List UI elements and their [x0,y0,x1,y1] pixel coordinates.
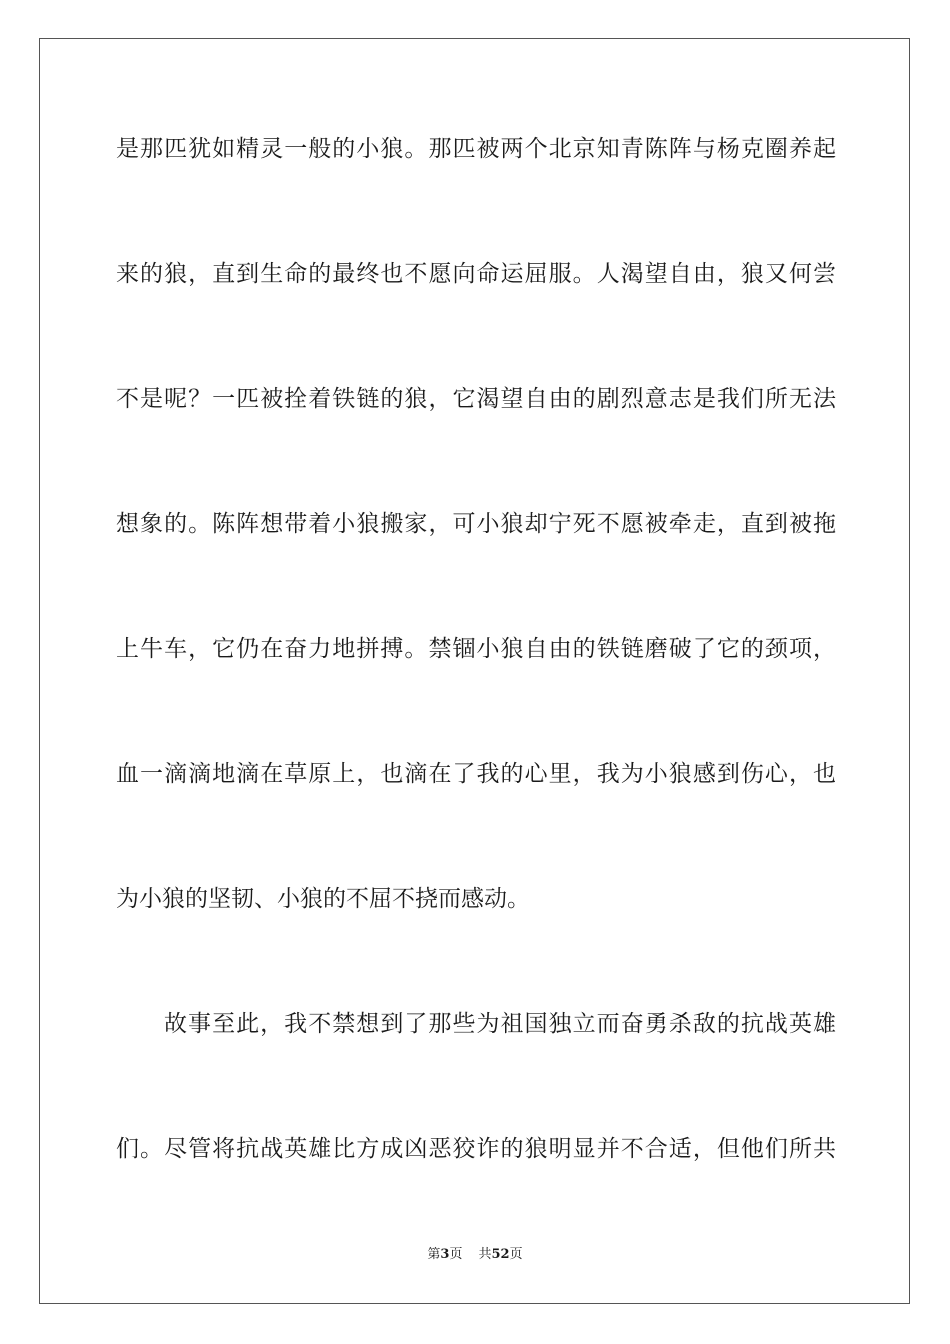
footer-page-prefix: 第 [427,1247,441,1262]
footer-total-prefix: 共 [478,1247,492,1262]
paragraph-line-3: 不是呢？一匹被拴着铁链的狼，它渴望自由的剧烈意志是我们所无法 [116,386,836,412]
footer-total-suffix: 页 [509,1247,523,1262]
footer-page-suffix: 页 [449,1247,463,1262]
paragraph-line-6: 血一滴滴地滴在草原上，也滴在了我的心里，我为小狼感到伤心，也 [116,761,836,787]
paragraph-line-8: 故事至此，我不禁想到了那些为祖国独立而奋勇杀敌的抗战英雄 [164,1011,836,1037]
paragraph-line-9: 们。尽管将抗战英雄比方成凶恶狡诈的狼明显并不合适，但他们所共 [116,1136,836,1162]
page-border [39,38,910,1304]
page-footer [0,1246,950,1264]
footer-page-number: 3 [440,1247,450,1262]
paragraph-line-7: 为小狼的坚韧、小狼的不屈不挠而感动。 [116,886,530,912]
paragraph-line-4: 想象的。陈阵想带着小狼搬家，可小狼却宁死不愿被牵走，直到被拖 [116,511,836,537]
paragraph-line-1: 是那匹犹如精灵一般的小狼。那匹被两个北京知青陈阵与杨克圈养起 [116,136,836,162]
footer-total-pages: 52 [491,1247,510,1262]
paragraph-line-2: 来的狼，直到生命的最终也不愿向命运屈服。人渴望自由，狼又何尝 [116,261,836,287]
paragraph-line-5: 上牛车，它仍在奋力地拼搏。禁锢小狼自由的铁链磨破了它的颈项， [116,636,836,662]
